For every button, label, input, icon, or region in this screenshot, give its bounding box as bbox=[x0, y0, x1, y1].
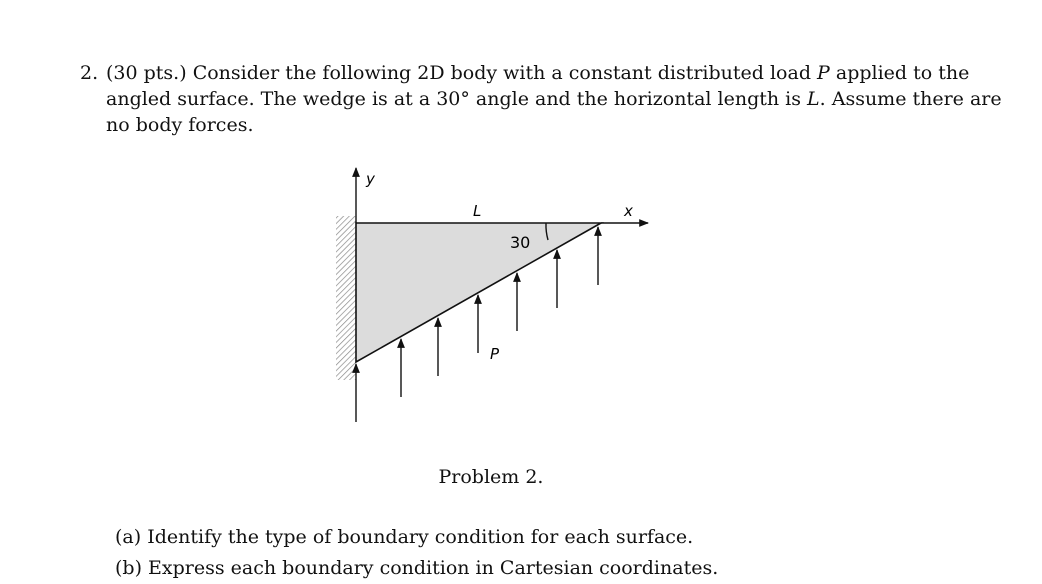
part-a bbox=[115, 522, 718, 553]
load-symbol: P bbox=[817, 62, 830, 84]
problem-text-2b: . Assume there are bbox=[819, 88, 1002, 110]
problem-text-1a: Consider the following 2D body with a constant distributed load bbox=[192, 62, 818, 84]
problem-parts bbox=[115, 522, 718, 584]
problem-text-2a: angled surface. The wedge is at a 30° angle and the horizontal length is bbox=[106, 88, 808, 110]
part-b-label: (b) bbox=[115, 557, 142, 579]
angle-label: 30 bbox=[510, 233, 531, 252]
part-b bbox=[115, 553, 718, 584]
figure-caption: Problem 2. bbox=[438, 466, 544, 488]
wedge-diagram bbox=[330, 150, 690, 435]
problem-line-3 bbox=[80, 112, 950, 138]
length-label: L bbox=[473, 202, 482, 220]
fixed-wall-hatch bbox=[336, 216, 356, 380]
problem-points: (30 pts.) bbox=[106, 62, 187, 84]
problem-line-1 bbox=[80, 60, 970, 86]
problem-number: 2. bbox=[80, 62, 99, 84]
part-a-text: Identify the type of boundary condition for each surface. bbox=[147, 526, 694, 548]
y-axis-label: y bbox=[366, 170, 375, 188]
wedge-figure bbox=[330, 150, 690, 435]
part-b-text: Express each boundary condition in Cartesian coordinates. bbox=[148, 557, 719, 579]
problem-text-3: no body forces. bbox=[106, 114, 254, 136]
part-a-label: (a) bbox=[115, 526, 142, 548]
length-symbol: L bbox=[807, 88, 820, 110]
load-label: P bbox=[490, 345, 500, 363]
x-axis-label: x bbox=[624, 202, 633, 220]
problem-text-1b: applied to the bbox=[829, 62, 970, 84]
problem-statement bbox=[80, 60, 1002, 138]
problem-line-2 bbox=[80, 86, 1002, 112]
